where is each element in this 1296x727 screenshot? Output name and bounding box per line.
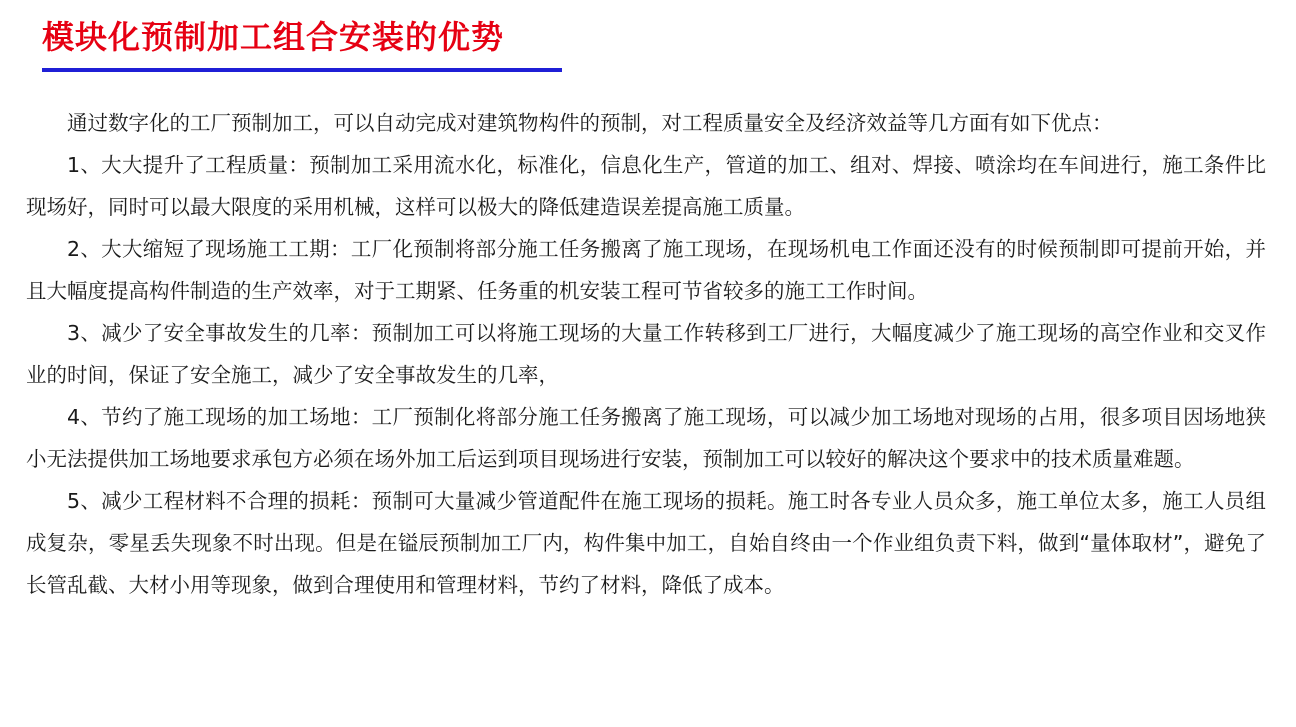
title-underline [42,68,562,72]
advantage-paragraph-4: 4、节约了施工现场的加工场地：工厂预制化将部分施工任务搬离了施工现场，可以减少加工场地对现场的占用，很多项目因场地狭小无法提供加工场地要求承包方必须在场外加工后运到项目现场进行安装，预制加工可以较好的解决这个要求中的技术质量难题。 [26,405,1266,471]
page-title: 模块化预制加工组合安装的优势 [42,18,505,56]
section-header [42,14,562,72]
article-body [26,102,1266,606]
advantage-paragraph-3: 3、减少了安全事故发生的几率：预制加工可以将施工现场的大量工作转移到工厂进行，大幅度减少了施工现场的高空作业和交叉作业的时间，保证了安全施工，减少了安全事故发生的几率， [26,321,1266,387]
intro-paragraph: 通过数字化的工厂预制加工，可以自动完成对建筑物构件的预制，对工程质量安全及经济效益等几方面有如下优点： [67,111,1113,135]
advantage-paragraph-2: 2、大大缩短了现场施工工期：工厂化预制将部分施工任务搬离了施工现场，在现场机电工作面还没有的时候预制即可提前开始，并且大幅度提高构件制造的生产效率，对于工期紧、任务重的机安装工程可节省较多的施工工作时间。 [26,237,1266,303]
advantage-paragraph-5: 5、减少工程材料不合理的损耗：预制可大量减少管道配件在施工现场的损耗。施工时各专业人员众多，施工单位太多，施工人员组成复杂，零星丢失现象不时出现。但是在镒辰预制加工厂内，构件集中加工，自始自终由一个作业组负责下料，做到“量体取材”，避免了长管乱截、大材小用等现象，做到合理使用和管理材料，节约了材料，降低了成本。 [26,489,1266,597]
advantage-paragraph-1: 1、大大提升了工程质量：预制加工采用流水化，标准化，信息化生产，管道的加工、组对、焊接、喷涂均在车间进行，施工条件比现场好，同时可以最大限度的采用机械，这样可以极大的降低建造误差提高施工质量。 [26,153,1266,219]
